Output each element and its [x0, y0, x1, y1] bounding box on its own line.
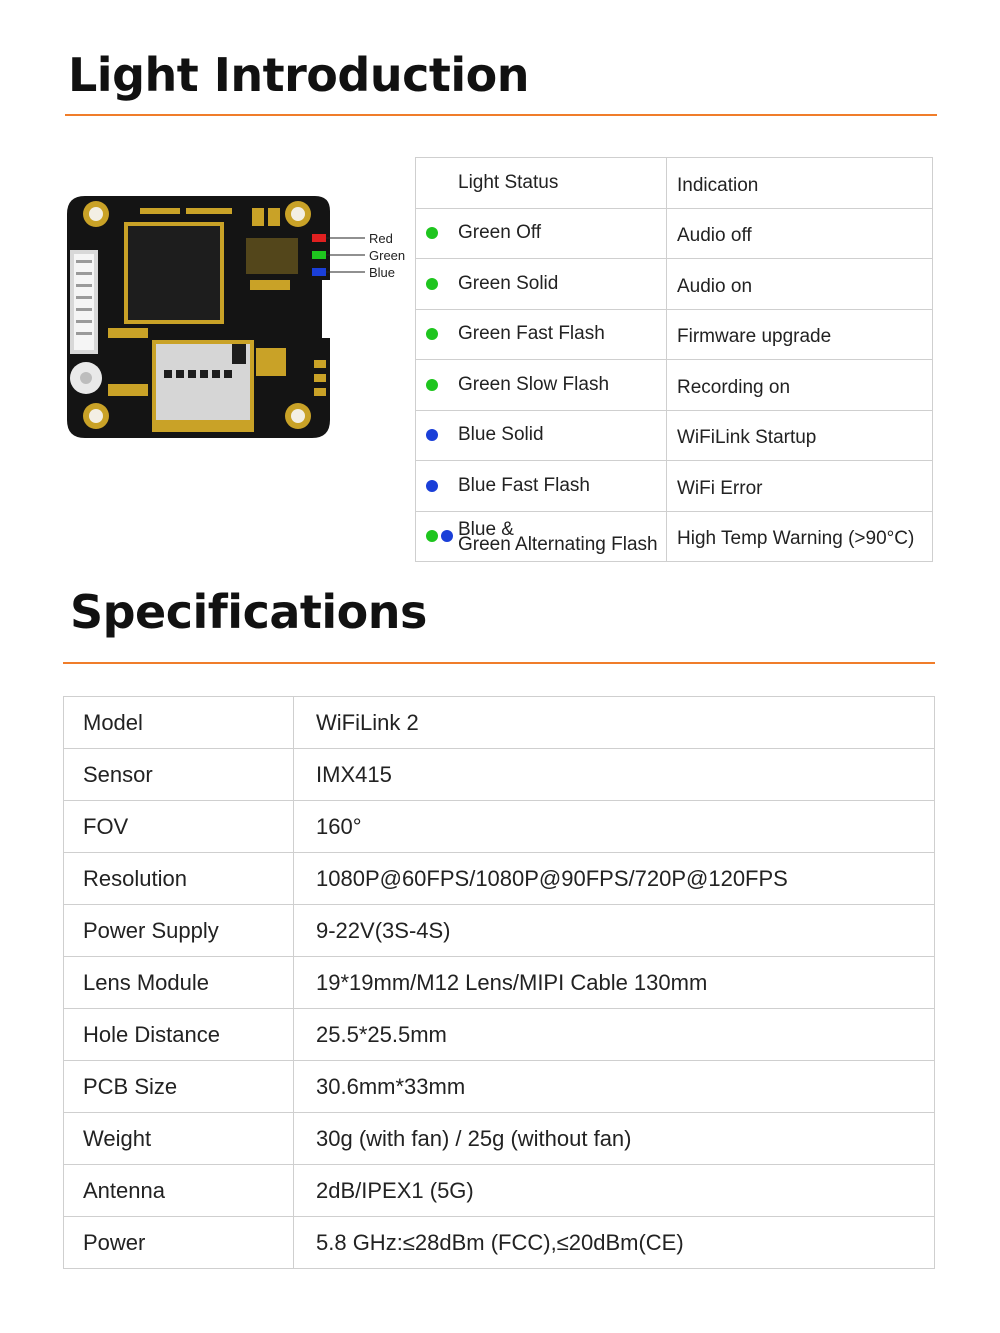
light-status-line2: Green Alternating Flash: [458, 534, 658, 556]
green-dot: [426, 227, 438, 239]
table-row: [64, 749, 935, 801]
light-introduction-title: Light Introduction: [68, 48, 529, 102]
spec-key: Antenna: [64, 1165, 294, 1217]
light-status: Blue Solid: [458, 424, 544, 446]
spec-key: Model: [64, 697, 294, 749]
blue-dot: [441, 530, 453, 542]
blue-dot: [426, 429, 438, 441]
specifications-table: [63, 696, 935, 1269]
green-dot: [426, 530, 438, 542]
table-row: [416, 259, 933, 310]
spec-value: 19*19mm/M12 Lens/MIPI Cable 130mm: [294, 957, 935, 1009]
spec-key: PCB Size: [64, 1061, 294, 1113]
light-status-line1: Blue &: [458, 519, 514, 541]
table-row: [64, 697, 935, 749]
indication: Audio off: [667, 208, 933, 259]
spec-key: Sensor: [64, 749, 294, 801]
led-label-green: Green: [369, 248, 406, 263]
light-status: Green Solid: [458, 272, 559, 294]
specifications-title: Specifications: [70, 585, 427, 639]
indication: WiFi Error: [667, 461, 933, 512]
table-row: [64, 853, 935, 905]
table-row: [64, 1113, 935, 1165]
led-label-blue: Blue: [369, 265, 396, 280]
spec-value: 25.5*25.5mm: [294, 1009, 935, 1061]
spec-value: 30g (with fan) / 25g (without fan): [294, 1113, 935, 1165]
spec-key: Hole Distance: [64, 1009, 294, 1061]
table-row: [416, 208, 933, 259]
table-row: [64, 1009, 935, 1061]
pcb-board-image: [60, 188, 420, 448]
indication: High Temp Warning (>90°C): [667, 511, 933, 562]
blue-dot: [426, 480, 438, 492]
table-row: [416, 511, 933, 562]
table-row: [416, 410, 933, 461]
table-row: [416, 461, 933, 512]
indication: WiFiLink Startup: [667, 410, 933, 461]
table-row: [64, 801, 935, 853]
table-row: [64, 1061, 935, 1113]
light-status: Green Fast Flash: [458, 323, 605, 345]
spec-key: Resolution: [64, 853, 294, 905]
table-row: [64, 957, 935, 1009]
spec-value: 2dB/IPEX1 (5G): [294, 1165, 935, 1217]
table-row: [416, 309, 933, 360]
spec-key: FOV: [64, 801, 294, 853]
header-light-status: Light Status: [458, 171, 559, 193]
green-dot: [426, 328, 438, 340]
spec-value: 1080P@60FPS/1080P@90FPS/720P@120FPS: [294, 853, 935, 905]
table-row: [64, 1217, 935, 1269]
spec-value: 5.8 GHz:≤28dBm (FCC),≤20dBm(CE): [294, 1217, 935, 1269]
green-dot: [426, 379, 438, 391]
indication: Audio on: [667, 259, 933, 310]
title-divider: [65, 114, 937, 116]
spec-key: Power: [64, 1217, 294, 1269]
table-header-row: [416, 158, 933, 209]
light-status: [416, 519, 666, 556]
light-status: Green Off: [458, 222, 542, 244]
indication: Firmware upgrade: [667, 309, 933, 360]
table-row: [64, 905, 935, 957]
header-indication: Indication: [667, 158, 933, 209]
green-dot: [426, 278, 438, 290]
light-status-table: [415, 157, 933, 562]
spec-key: Power Supply: [64, 905, 294, 957]
light-status: Green Slow Flash: [458, 373, 610, 395]
spec-value: IMX415: [294, 749, 935, 801]
table-row: [64, 1165, 935, 1217]
indication: Recording on: [667, 360, 933, 411]
spec-value: WiFiLink 2: [294, 697, 935, 749]
title-divider: [63, 662, 935, 664]
spec-value: 9-22V(3S-4S): [294, 905, 935, 957]
spec-value: 30.6mm*33mm: [294, 1061, 935, 1113]
spec-key: Lens Module: [64, 957, 294, 1009]
spec-key: Weight: [64, 1113, 294, 1165]
table-row: [416, 360, 933, 411]
led-label-red: Red: [369, 231, 393, 246]
light-status: Blue Fast Flash: [458, 474, 590, 496]
spec-value: 160°: [294, 801, 935, 853]
